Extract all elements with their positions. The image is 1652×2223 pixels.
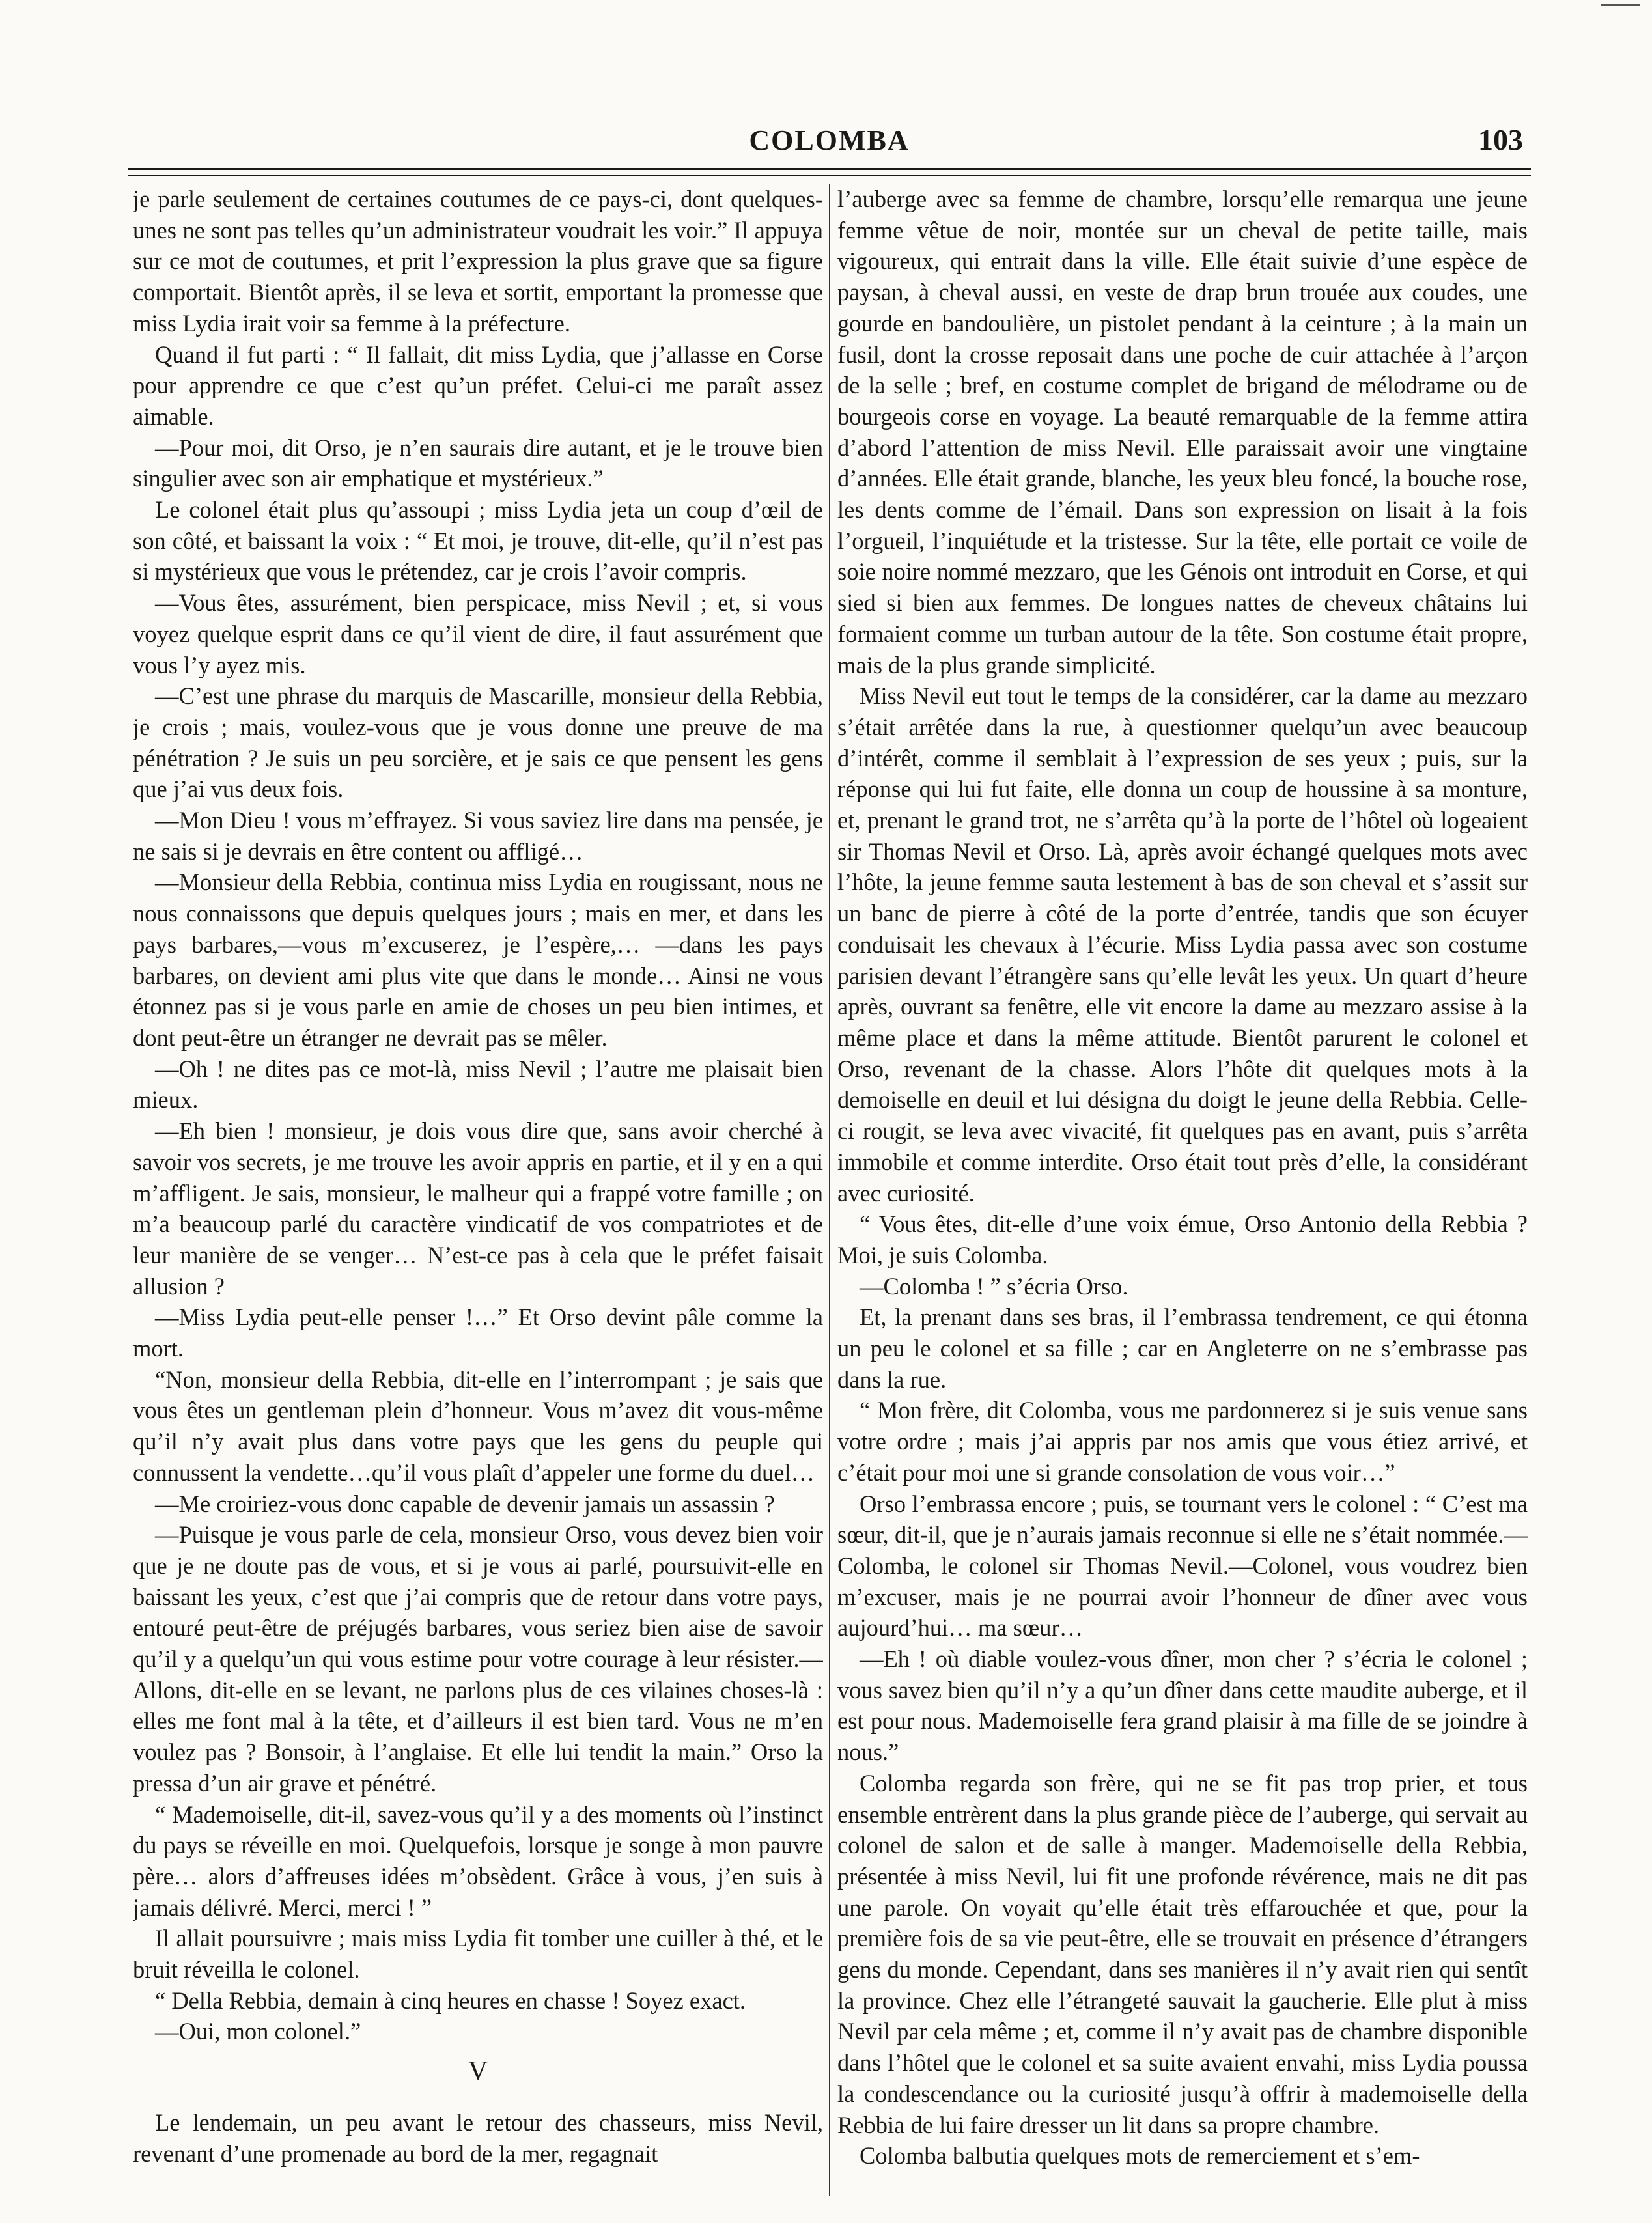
paragraph: “ Della Rebbia, demain à cinq heures en chasse ! Soyez exact.	[155, 1987, 746, 2014]
paragraph: —Pour moi, dit Orso, je n’en saurais dire autant, et je le trouve bien singulier avec son air emphatique et mystérieux.”	[133, 434, 823, 492]
paragraph: l’auberge avec sa femme de chambre, lorsqu’elle remarqua une jeune femme vêtue de noir, montée sur un cheval de petite taille, mais vigoureux, qui entrait dans la ville. Elle était suivie d’une espèce de paysan, à cheval aussi, en veste de drap brun trouée aux coudes, une gourde en bandoulière, un pistolet pendant à la ceinture ; à la main un fusil, dont la crosse reposait dans une poche de cuir attachée à l’arçon de la selle ; bref, en costume complet de brigand de mélodrame ou de bourgeois corse en voyage. La beauté remarquable de la femme attira d’abord l’attention de miss Nevil. Elle paraissait avoir une vingtaine d’années. Elle était grande, blanche, les yeux bleu foncé, la bouche rose, les dents comme de l’émail. Dans son expression on lisait à la fois l’orgueil, l’inquiétude et la tristesse. Sur la tête, elle portait ce voile de soie noire nommé mezzaro, que les Génois ont introduit en Corse, et qui sied si bien aux femmes. De longues nattes de cheveux châtains lui formaient comme un turban autour de la tête. Son costume était propre, mais de la plus grande simplicité.	[837, 186, 1528, 678]
paragraph: “Non, monsieur della Rebbia, dit-elle en l’interrompant ; je sais que vous êtes un gentleman plein d’honneur. Vous m’avez dit vous-même qu’il n’y avait plus dans votre pays que les gens du peuple qui connussent la vendette…qu’il vous plaît d’appeler une forme du duel…	[133, 1365, 823, 1486]
paragraph: —Miss Lydia peut-elle penser !…” Et Orso devint pâle comme la mort.	[133, 1304, 823, 1362]
paragraph: —C’est une phrase du marquis de Mascarille, monsieur della Rebbia, je crois ; mais, voulez-vous que je vous donne une preuve de ma pénétration ? Je suis un peu sorcière, et je sais ce que pensent les gens que j’ai vus deux fois.	[133, 682, 823, 803]
right-column	[837, 184, 1528, 2196]
paragraph: —Mon Dieu ! vous m’effrayez. Si vous saviez lire dans ma pensée, je ne sais si je devrais en être content ou affligé…	[133, 807, 823, 865]
paragraph: je parle seulement de certaines coutumes de ce pays-ci, dont quelques-unes ne sont pas telles qu’un administrateur voudrait les voir.” Il appuya sur ce mot de coutumes, et prit l’expression la plus grave que sa figure comportait. Bientôt après, il se leva et sortit, emportant la promesse que miss Lydia irait voir sa femme à la préfecture.	[133, 186, 823, 337]
page-number: 103	[1478, 123, 1523, 156]
paragraph: —Puisque je vous parle de cela, monsieur Orso, vous devez bien voir que je ne doute pas de vous, et si je vous ai parlé, poursuivit-elle en baissant les yeux, c’est que j’ai compris que de retour dans votre pays, entouré peut-être de préjugés barbares, vous seriez bien aise de savoir qu’il y a quelqu’un qui vous estime pour votre courage à leur résister.—Allons, dit-elle en se levant, ne parlons plus de ces vilaines choses-là : elles me font mal à la tête, et d’ailleurs il est bien tard. Vous ne m’en voulez pas ? Bonsoir, à l’anglaise. Et elle lui tendit la main.” Orso la pressa d’un air grave et pénétré.	[133, 1521, 823, 1797]
corner-mark	[1601, 4, 1640, 6]
paragraph: Et, la prenant dans ses bras, il l’embrassa tendrement, ce qui étonna un peu le colonel et sa fille ; car en Angleterre on ne s’embrasse pas dans la rue.	[837, 1304, 1528, 1393]
header-rule	[128, 168, 1531, 170]
paragraph: “ Mademoiselle, dit-il, savez-vous qu’il y a des moments où l’instinct du pays se réveille en moi. Quelquefois, lorsque je songe à mon pauvre père… alors d’affreuses idées m’obsèdent. Grâce à vous, j’en suis à jamais délivré. Merci, merci ! ”	[133, 1800, 823, 1921]
paragraph: —Oh ! ne dites pas ce mot-là, miss Nevil ; l’autre me plaisait bien mieux.	[133, 1055, 823, 1113]
paragraph: Colomba regarda son frère, qui ne se fit pas trop prier, et tous ensemble entrèrent dans la plus grande pièce de l’auberge, qui servait au colonel de salon et de salle à manger. Mademoiselle della Rebbia, présentée à miss Nevil, lui fit une profonde révérence, mais ne dit pas une parole. On voyait qu’elle était très effarouchée et que, pour la première fois de sa vie peut-être, elle se trouvait en présence d’étrangers gens du monde. Cependant, dans ses manières il n’y avait rien qui sentît la province. Chez elle l’étrangeté sauvait la gaucherie. Elle plut à miss Nevil par cela même ; et, comme il n’y avait pas de chambre disponible dans l’hôtel que le colonel et sa suite avaient envahi, miss Lydia poussa la condescendance ou la curiosité jusqu’à offrir à mademoiselle della Rebbia de lui faire dresser un lit dans sa propre chambre.	[837, 1769, 1528, 2138]
paragraph: —Colomba ! ” s’écria Orso.	[860, 1272, 1128, 1300]
running-title: COLOMBA	[749, 124, 910, 156]
paragraph: “ Vous êtes, dit-elle d’une voix émue, Orso Antonio della Rebbia ? Moi, je suis Colomba.	[837, 1210, 1528, 1268]
paragraph: Miss Nevil eut tout le temps de la considérer, car la dame au mezzaro s’était arrêtée dans la rue, à questionner quelqu’un avec beaucoup d’intérêt, comme il semblait à l’expression de ses yeux ; puis, sur la réponse qui lui fut faite, elle donna un coup de houssine à sa monture, et, prenant le grand trot, ne s’arrêta qu’à la porte de l’hôtel où logeaient sir Thomas Nevil et Orso. Là, après avoir échangé quelques mots avec l’hôte, la jeune femme sauta lestement à bas de son cheval et s’assit sur un banc de pierre à côté de la porte d’entrée, tandis que son écuyer conduisait les chevaux à l’écurie. Miss Lydia passa avec son costume parisien devant l’étrangère sans qu’elle levât les yeux. Un quart d’heure après, ouvrant sa fenêtre, elle vit encore la dame au mezzaro assise à la même place et dans la même attitude. Bientôt parurent le colonel et Orso, revenant de la chasse. Alors l’hôte dit quelques mots à la demoiselle en deuil et lui désigna du doigt le jeune della Rebbia. Celle-ci rougit, se leva avec vivacité, fit quelques pas en avant, puis s’arrêta immobile et comme interdite. Orso était tout près d’elle, la considérant avec curiosité.	[837, 682, 1528, 1207]
paragraph: Le colonel était plus qu’assoupi ; miss Lydia jeta un coup d’œil de son côté, et baissant la voix : “ Et moi, je trouve, dit-elle, qu’il n’est pas si mystérieux que vous le prétendez, car je crois l’avoir compris.	[133, 496, 823, 585]
paragraph: Colomba balbutia quelques mots de remerciement et s’em-	[860, 2142, 1420, 2170]
paragraph: Orso l’embrassa encore ; puis, se tournant vers le colonel : “ C’est ma sœur, dit-il, que je n’aurais jamais reconnue si elle ne s’était nommée.—Colomba, le colonel sir Thomas Nevil.—Colonel, vous voudrez bien m’excuser, mais je ne pourrai avoir l’honneur de dîner avec vous aujourd’hui… ma sœur…	[837, 1490, 1528, 1642]
left-column	[133, 184, 823, 2196]
paragraph: Quand il fut parti : “ Il fallait, dit miss Lydia, que j’allasse en Corse pour apprendre ce que c’est qu’un préfet. Celui-ci me paraît assez aimable.	[133, 341, 823, 430]
column-divider	[829, 184, 830, 2196]
header-rule-thin	[128, 175, 1531, 176]
paragraph: —Vous êtes, assurément, bien perspicace, miss Nevil ; et, si vous voyez quelque esprit dans ce qu’il vient de dire, il faut assurément que vous l’y ayez mis.	[133, 589, 823, 678]
paragraph: —Me croiriez-vous donc capable de devenir jamais un assassin ?	[155, 1490, 775, 1517]
paragraph: “ Mon frère, dit Colomba, vous me pardonnerez si je suis venue sans votre ordre ; mais j’ai appris par nos amis que vous étiez arrivé, et c’était pour moi une si grande consolation de vous voir…”	[837, 1397, 1528, 1486]
paragraph: —Eh bien ! monsieur, je dois vous dire que, sans avoir cherché à savoir vos secrets, je me trouve les avoir appris en partie, et il y en a qui m’affligent. Je sais, monsieur, le malheur qui a frappé votre famille ; on m’a beaucoup parlé du caractère vindicatif de vos compatriotes et de leur manière de se venger… N’est-ce pas à cela que le préfet faisait allusion ?	[133, 1117, 823, 1300]
paragraph: Il allait poursuivre ; mais miss Lydia fit tomber une cuiller à thé, et le bruit réveilla le colonel.	[133, 1925, 823, 1983]
page-header	[128, 117, 1531, 163]
chapter-heading: V	[468, 2056, 488, 2087]
paragraph: —Oui, mon colonel.”	[155, 2018, 361, 2045]
paragraph: —Monsieur della Rebbia, continua miss Lydia en rougissant, nous ne nous connaissons que depuis quelques jours ; mais en mer, et dans les pays barbares,—vous m’excuserez, je l’espère,… —dans les pays barbares, on devient ami plus vite que dans le monde… Ainsi ne vous étonnez pas si je vous parle en amie de choses un peu bien intimes, et dont peut-être un étranger ne devrait pas se mêler.	[133, 869, 823, 1051]
paragraph: —Eh ! où diable voulez-vous dîner, mon cher ? s’écria le colonel ; vous savez bien qu’il n’y a qu’un dîner dans cette maudite auberge, et il est pour nous. Mademoiselle fera grand plaisir à ma fille de se joindre à nous.”	[837, 1645, 1528, 1766]
paragraph: Le lendemain, un peu avant le retour des chasseurs, miss Nevil, revenant d’une promenade au bord de la mer, regagnait	[133, 2108, 823, 2167]
